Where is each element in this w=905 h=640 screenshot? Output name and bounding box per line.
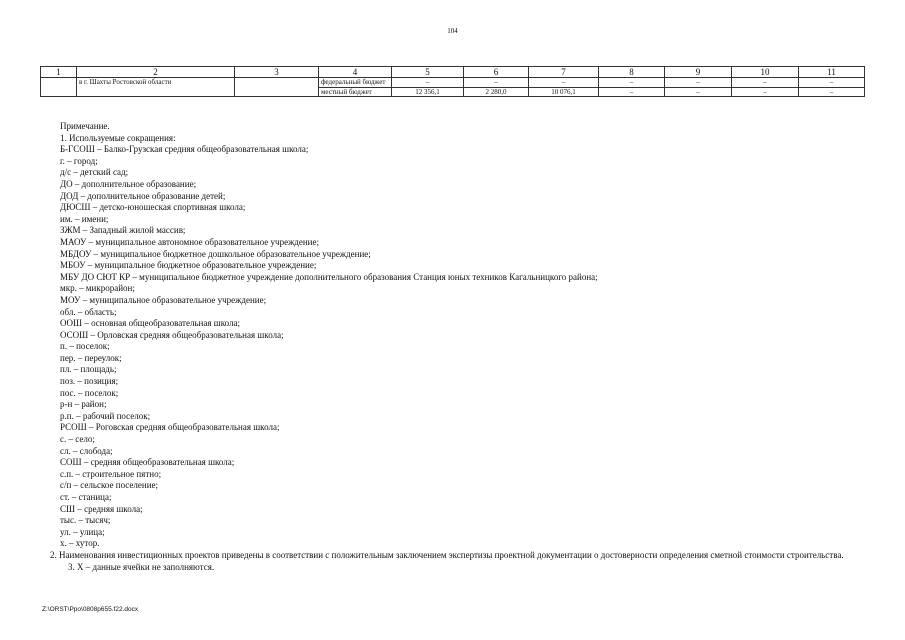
abbreviation-item: ДОД – дополнительное образование детей; [60,190,226,201]
notes-title: Примечание. [60,121,110,131]
page-number: 104 [447,27,458,35]
abbreviation-item: Б-ГСОШ – Балко-Грузская средняя общеобразовательная школа; [60,144,309,155]
abbreviation-item: ОСОШ – Орловская средняя общеобразовательная школа; [60,329,284,340]
value-cell: – [599,87,665,97]
notes-section [50,121,862,573]
value-cell: – [665,78,732,88]
abbreviation-item: тыс. – тысяч; [60,515,111,526]
abbreviation-item: р.п. – рабочий поселок; [60,410,151,421]
column-number: 10 [732,67,799,78]
notes-item-1: 1. Используемые сокращения: [60,132,176,143]
value-cell: – [392,78,464,88]
abbreviation-item: СОШ – средняя общеобразовательная школа; [60,457,235,468]
column-number: 11 [799,67,865,78]
table-row [41,78,865,88]
column-number: 7 [529,67,599,78]
abbreviation-item: МАОУ – муниципальное автономное образовательное учреждение; [60,236,319,247]
abbreviation-item: МОУ – муниципальное образовательное учреждение; [60,294,267,305]
abbreviation-item: ДО – дополнительное образование; [60,178,197,189]
column-number: 2 [77,67,235,78]
table-cell [235,78,319,97]
budget-type-cell: федеральный бюджет [319,78,392,88]
value-cell: – [799,87,865,97]
abbreviation-item: обл. – область; [60,306,117,317]
value-cell: – [732,87,799,97]
value-cell: – [529,78,599,88]
abbreviation-item: с. – село; [60,434,95,445]
value-cell: – [464,78,529,88]
value-cell: 12 356,1 [392,87,464,97]
abbreviation-item: с/п – сельское поселение; [60,480,159,491]
abbreviation-item: р-н – район; [60,399,107,410]
abbreviation-list [60,144,862,550]
abbreviation-item: ЗЖМ – Западный жилой массив; [60,225,186,236]
value-cell: – [665,87,732,97]
value-cell: – [599,78,665,88]
value-cell: – [799,78,865,88]
column-number: 5 [392,67,464,78]
abbreviation-item: им. – имени; [60,213,109,224]
abbreviation-item: РСОШ – Роговская средняя общеобразовательная школа; [60,422,280,433]
abbreviation-item: пл. – площадь; [60,364,117,375]
abbreviation-item: МБОУ – муниципальное бюджетное образовательное учреждение; [60,260,317,271]
column-number: 3 [235,67,319,78]
budget-table [40,66,865,97]
abbreviation-item: с.п. – строительное пятно; [60,468,162,479]
abbreviation-item: х. – хутор. [60,538,100,549]
abbreviation-item: СШ – средняя школа; [60,503,143,514]
value-cell: – [732,78,799,88]
abbreviation-item: МБУ ДО СЮТ КР – муниципальное бюджетное учреждение дополнительного образования Станция юных техников Кагальницкого района; [60,271,598,282]
value-cell: 10 076,1 [529,87,599,97]
table-header-row [41,67,865,78]
abbreviation-item: г. – город; [60,155,98,166]
abbreviation-item: ООШ – основная общеобразовательная школа; [60,318,240,329]
abbreviation-item: сл. – слобода; [60,445,113,456]
abbreviation-item: ст. – станица; [60,492,112,502]
abbreviation-item: п. – поселок; [60,341,110,352]
budget-type-cell: местный бюджет [319,87,392,97]
file-path-footer: Z:\ORST\Ppo\0808p655.f22.docx [42,606,139,613]
abbreviation-item: пос. – поселок; [60,387,119,398]
notes-item-2: 2. Наименования инвестиционных проектов приведены в соответствии с положительным заключением экспертизы проектной документации о достоверности определения сметной стоимости строительства. [50,549,844,560]
column-number: 4 [319,67,392,78]
location-cell: в г. Шахты Ростовской области [77,78,235,97]
abbreviation-item: ул. – улица; [60,526,105,537]
abbreviation-item: ДЮСШ – детско-юношеская спортивная школа; [60,202,246,213]
abbreviation-item: пер. – переулок; [60,352,122,363]
abbreviation-item: МБДОУ – муниципальное бюджетное дошкольное образовательное учреждение; [60,248,371,259]
abbreviation-item: д/с – детский сад; [60,167,129,178]
column-number: 9 [665,67,732,78]
column-number: 1 [41,67,77,78]
value-cell: 2 280,0 [464,87,529,97]
abbreviation-item: поз. – позиция; [60,376,119,387]
column-number: 6 [464,67,529,78]
column-number: 8 [599,67,665,78]
table-cell [41,78,77,97]
abbreviation-item: мкр. – микрорайон; [60,283,135,294]
notes-item-3: 3. Х – данные ячейки не заполняются. [68,561,215,572]
